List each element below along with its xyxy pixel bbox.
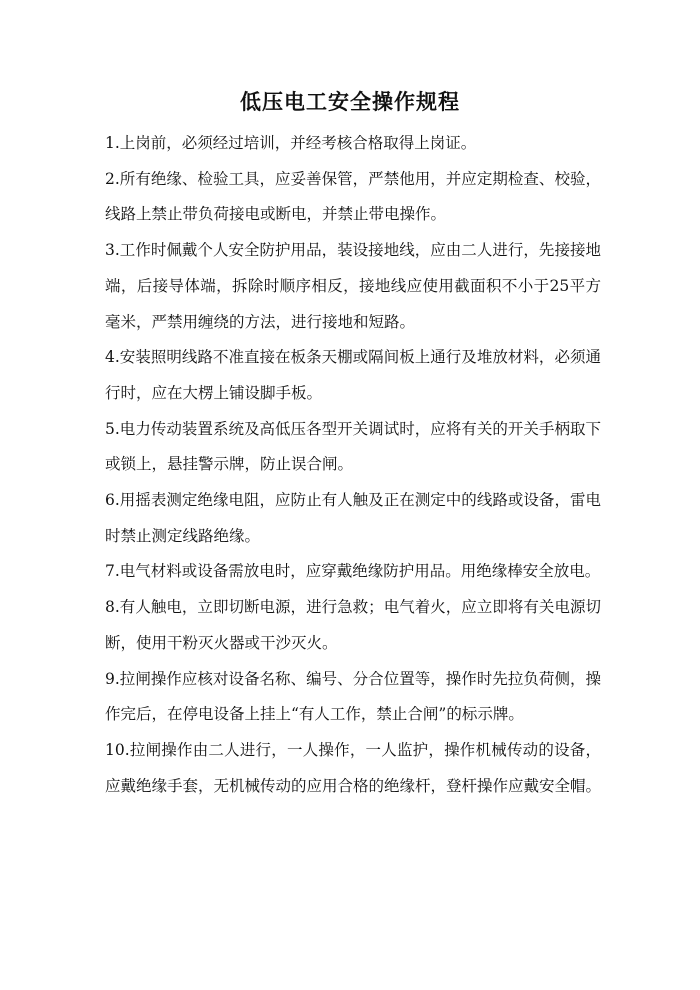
document-title: 低压电工安全操作规程: [240, 90, 460, 114]
rule-item-1: 1.上岗前，必须经过培训，并经考核合格取得上岗证。: [105, 134, 477, 152]
rule-item-2: 2.所有绝缘、检验工具，应妥善保管，严禁他用，并应定期检查、校验，线路上禁止带负荷接电或断电，并禁止带电操作。: [105, 169, 601, 224]
rule-item-10: 10.拉闸操作由二人进行，一人操作，一人监护，操作机械传动的设备，应戴绝缘手套，无机械传动的应用合格的绝缘杆，登杆操作应戴安全帽。: [105, 740, 602, 795]
rule-item-5: 5.电力传动装置系统及高低压各型开关调试时，应将有关的开关手柄取下或锁上，悬挂警示牌，防止误合闸。: [105, 419, 601, 474]
rule-item-8: 8.有人触电，立即切断电源，进行急救；电气着火，应立即将有关电源切断，使用干粉灭火器或干沙灭火。: [105, 598, 601, 652]
rule-item-7: 7.电气材料或设备需放电时，应穿戴绝缘防护用品。用绝缘棒安全放电。: [105, 562, 601, 581]
rules-list: [105, 126, 601, 804]
rule-item-4: 4.安装照明线路不准直接在板条天棚或隔间板上通行及堆放材料，必须通行时，应在大楞上铺设脚手板。: [105, 348, 601, 402]
rule-item-9: 9.拉闸操作应核对设备名称、编号、分合位置等，操作时先拉负荷侧，操作完后，在停电设备上挂上“有人工作，禁止合闸”的标示牌。: [105, 669, 601, 724]
rule-item-6: 6.用摇表测定绝缘电阻，应防止有人触及正在测定中的线路或设备，雷电时禁止测定线路绝缘。: [105, 491, 601, 545]
rule-item-3: 3.工作时佩戴个人安全防护用品，装设接地线，应由二人进行，先接接地端，后接导体端，拆除时顺序相反，接地线应使用截面积不小于25平方毫米，严禁用缠绕的方法，进行接地和短路。: [105, 241, 601, 331]
